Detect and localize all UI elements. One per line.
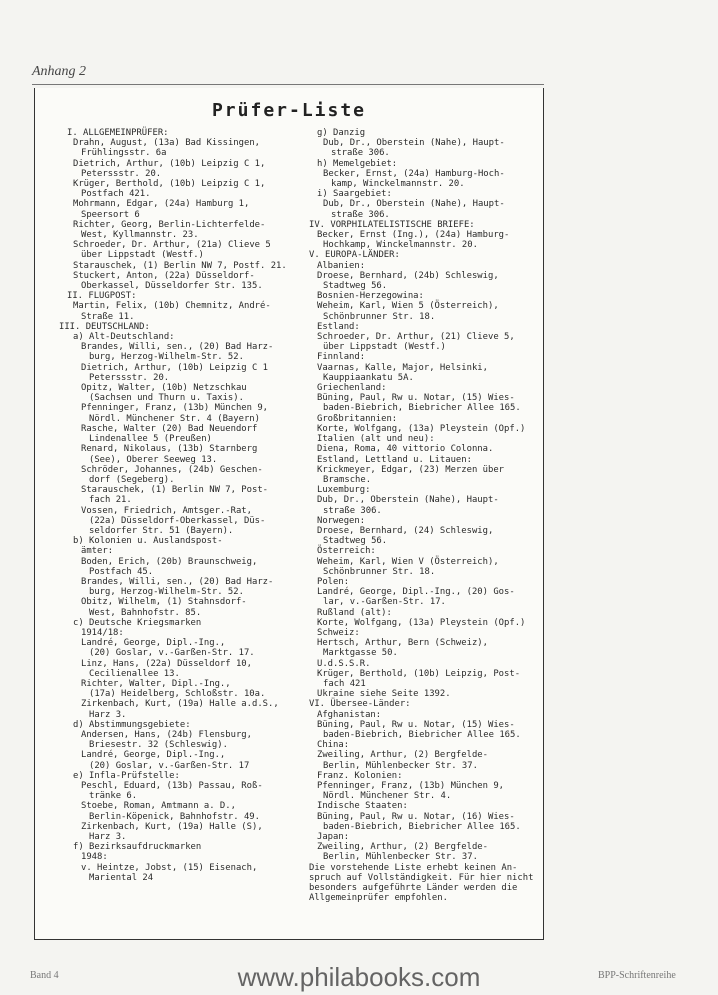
- list-line: lar, v.-Garßen-Str. 17.: [323, 597, 446, 608]
- list-line: Landré, George, Dipl.-Ing., (20) Gos-: [317, 587, 515, 598]
- list-line: Stadtweg 56.: [323, 536, 388, 547]
- list-line: Andersen, Hans, (24b) Flensburg,: [81, 729, 252, 740]
- list-line: I. ALLGEMEINPRÜFER:: [67, 128, 169, 138]
- list-line: Mariental 24: [89, 872, 154, 883]
- list-line: Österreich:: [317, 546, 376, 557]
- list-line: Oberkassel, Düsseldorfer Str. 135.: [81, 281, 263, 292]
- list-line: Harz 3.: [89, 832, 127, 843]
- list-line: West, Kyllmannstr. 23.: [81, 230, 199, 241]
- list-line: Ukraine siehe Seite 1392.: [317, 689, 451, 700]
- list-line: Stuckert, Anton, (22a) Düsseldorf-: [73, 270, 255, 281]
- list-line: Schroeder, Dr. Arthur, (21a) Clieve 5: [73, 240, 271, 251]
- list-line: Speersort 6: [81, 209, 140, 220]
- list-line: Landré, George, Dipl.-Ing.,: [81, 638, 226, 649]
- list-line: Dub, Dr., Oberstein (Nahe), Haupt-: [317, 495, 499, 506]
- list-line: Japan:: [317, 832, 350, 843]
- list-line: Italien (alt und neu):: [317, 434, 435, 445]
- list-line: Großbritannien:: [317, 413, 398, 424]
- list-line: Büning, Paul, Rw u. Notar, (15) Wies-: [317, 719, 515, 730]
- list-line: Korte, Wolfgang, (13a) Pleystein (Opf.): [317, 423, 526, 434]
- list-line: Starauschek, (1) Berlin NW 7, Postf. 21.: [73, 260, 287, 271]
- list-line: Luxemburg:: [317, 485, 371, 496]
- list-line: Krüger, Berthold, (10b) Leipzig, Post-: [317, 668, 521, 679]
- list-line: Linz, Hans, (22a) Düsseldorf 10,: [81, 658, 252, 669]
- list-line: Schröder, Johannes, (24b) Geschen-: [81, 464, 263, 475]
- header-rule: [32, 84, 544, 85]
- list-line: über Lippstadt (Westf.): [81, 250, 204, 261]
- list-line: Postfach 421.: [81, 189, 151, 200]
- list-line: Weheim, Karl, Wien V (Österreich),: [317, 556, 499, 567]
- list-line: Becker, Ernst, (24a) Hamburg-Hoch-: [323, 168, 505, 179]
- list-line: U.d.S.S.R.: [317, 658, 371, 669]
- list-line: c) Deutsche Kriegsmarken: [73, 617, 202, 628]
- list-line: IV. VORPHILATELISTISCHE BRIEFE:: [309, 219, 475, 230]
- list-line: Nördl. Münchener Str. 4 (Bayern): [89, 413, 260, 424]
- list-line: spruch auf Vollständigkeit. Für hier nicht: [309, 872, 534, 883]
- list-line: Berlin, Mühlenbecker Str. 37.: [323, 852, 478, 863]
- list-line: Stadtweg 56.: [323, 281, 388, 292]
- list-line: Dietrich, Arthur, (10b) Leipzig C 1,: [73, 158, 266, 169]
- list-line: Harz 3.: [89, 709, 127, 720]
- list-line: Renard, Nikolaus, (13b) Starnberg: [81, 444, 258, 455]
- list-line: Norwegen:: [317, 515, 366, 526]
- list-line: g) Danzig: [317, 128, 366, 138]
- list-line: Postfach 45.: [89, 566, 154, 577]
- list-line: v. Heintze, Jobst, (15) Eisenach,: [81, 862, 258, 873]
- list-line: 1948:: [81, 852, 108, 863]
- list-line: Mohrmann, Edgar, (24a) Hamburg 1,: [73, 199, 250, 210]
- list-line: Indische Staaten:: [317, 801, 408, 812]
- list-line: Krickmeyer, Edgar, (23) Merzen über: [317, 464, 505, 475]
- list-line: straße 306.: [331, 148, 390, 159]
- list-line: Landré, George, Dipl.-Ing.,: [81, 750, 226, 761]
- list-line: seldorfer Str. 51 (Bayern).: [89, 525, 234, 536]
- list-line: Pfenninger, Franz, (13b) München 9,: [81, 403, 269, 414]
- list-line: fach 421: [323, 678, 366, 689]
- list-line: Starauschek, (1) Berlin NW 7, Post-: [81, 485, 269, 496]
- list-line: Hochkamp, Winckelmannstr. 20.: [323, 240, 478, 251]
- list-line: III. DEUTSCHLAND:: [59, 321, 150, 332]
- list-line: Kauppiaankatu 5A.: [323, 372, 414, 383]
- list-line: f) Bezirksaufdruckmarken: [73, 842, 202, 853]
- list-line: Korte, Wolfgang, (13a) Pleystein (Opf.): [317, 617, 526, 628]
- list-line: Dietrich, Arthur, (10b) Leipzig C 1: [81, 362, 269, 373]
- list-line: Polen:: [317, 576, 350, 587]
- list-line: Berlin, Mühlenbecker Str. 37.: [323, 760, 478, 771]
- list-line: d) Abstimmungsgebiete:: [73, 719, 191, 730]
- list-line: Albanien:: [317, 260, 366, 271]
- list-line: Richter, Georg, Berlin-Lichterfelde-: [73, 219, 266, 230]
- list-line: Hertsch, Arthur, Bern (Schweiz),: [317, 638, 488, 649]
- list-line: Diena, Roma, 40 vittorio Colonna.: [317, 444, 494, 455]
- list-line: Lindenallee 5 (Preußen): [89, 434, 212, 445]
- list-line: Rußland (alt):: [317, 607, 392, 618]
- list-line: Rasche, Walter (20) Bad Neuendorf: [81, 423, 258, 434]
- list-line: Vossen, Friedrich, Amtsger.-Rat,: [81, 505, 252, 516]
- list-line: a) Alt-Deutschland:: [73, 332, 175, 343]
- list-line: Nördl. Münchener Str. 4.: [323, 791, 452, 802]
- list-line: Brandes, Willi, sen., (20) Bad Harz-: [81, 576, 274, 587]
- list-line: Büning, Paul, Rw u. Notar, (15) Wies-: [317, 393, 515, 404]
- list-line: Stoebe, Roman, Amtmann a. D.,: [81, 801, 236, 812]
- list-line: Droese, Bernhard, (24b) Schleswig,: [317, 270, 499, 281]
- list-line: Schönbrunner Str. 18.: [323, 311, 436, 322]
- list-line: Estland:: [317, 321, 360, 332]
- list-line: b) Kolonien u. Auslandspost-: [73, 536, 223, 547]
- list-line: Bramsche.: [323, 474, 372, 485]
- footer-series: BPP-Schriftenreihe: [598, 970, 676, 981]
- list-line: Vaarnas, Kalle, Major, Helsinki,: [317, 362, 488, 373]
- list-line: fach 21.: [89, 495, 132, 506]
- list-line: burg, Herzog-Wilhelm-Str. 52.: [89, 587, 244, 598]
- list-line: Weheim, Karl, Wien 5 (Österreich),: [317, 301, 499, 312]
- list-line: Griechenland:: [317, 383, 387, 394]
- list-frame: [34, 88, 544, 940]
- list-line: dorf (Segeberg).: [89, 474, 175, 485]
- list-line: Zirkenbach, Kurt, (19a) Halle a.d.S.,: [81, 699, 279, 710]
- list-line: China:: [317, 740, 350, 751]
- list-line: Opitz, Walter, (10b) Netzschkau: [81, 383, 247, 394]
- list-line: Becker, Ernst (Ing.), (24a) Hamburg-: [317, 230, 510, 241]
- list-line: Finnland:: [317, 352, 366, 363]
- list-line: Büning, Paul, Rw u. Notar, (16) Wies-: [317, 811, 515, 822]
- list-line: Martin, Felix, (10b) Chemnitz, André-: [73, 301, 271, 312]
- list-line: West, Bahnhofstr. 85.: [89, 607, 202, 618]
- list-line: Boden, Erich, (20b) Braunschweig,: [81, 556, 258, 567]
- list-line: Straße 11.: [81, 311, 135, 322]
- list-line: Brandes, Willi, sen., (20) Bad Harz-: [81, 342, 274, 353]
- list-line: Marktgasse 50.: [323, 648, 398, 659]
- list-line: Pfenninger, Franz, (13b) München 9,: [317, 781, 505, 791]
- list-line: (Sachsen und Thurn u. Taxis).: [89, 393, 244, 404]
- list-line: baden-Biebrich, Biebricher Allee 165.: [323, 729, 521, 740]
- list-line: Die vorstehende Liste erhebt keinen An-: [309, 862, 518, 873]
- list-line: tränke 6.: [89, 791, 138, 802]
- list-line: Allgemeinprüfer empfohlen.: [309, 893, 448, 904]
- list-line: Drahn, August, (13a) Bad Kissingen,: [73, 138, 261, 149]
- list-line: Briesestr. 32 (Schleswig).: [89, 740, 228, 751]
- footer-band: Band 4: [30, 970, 59, 981]
- left-column: [59, 128, 309, 883]
- list-line: baden-Biebrich, Biebricher Allee 165.: [323, 821, 521, 832]
- list-line: VI. Übersee-Länder:: [309, 699, 411, 710]
- list-line: Schroeder, Dr. Arthur, (21) Clieve 5,: [317, 332, 515, 343]
- list-line: Dub, Dr., Oberstein (Nahe), Haupt-: [323, 199, 505, 210]
- list-line: e) Infla-Prüfstelle:: [73, 770, 180, 781]
- list-line: baden-Biebrich, Biebricher Allee 165.: [323, 403, 521, 414]
- list-line: Franz. Kolonien:: [317, 770, 403, 781]
- list-line: Schönbrunner Str. 18.: [323, 566, 436, 577]
- list-line: Afghanistan:: [317, 709, 382, 720]
- list-line: Estland, Lettland u. Litauen:: [317, 454, 472, 465]
- list-line: Berlin-Köpenick, Bahnhofstr. 49.: [89, 811, 260, 822]
- list-line: burg, Herzog-Wilhelm-Str. 52.: [89, 352, 244, 363]
- list-line: 1914/18:: [81, 627, 124, 638]
- list-line: Richter, Walter, Dipl.-Ing.,: [81, 678, 231, 689]
- list-line: Peterssstr. 20.: [89, 372, 170, 383]
- list-line: II. FLUGPOST:: [67, 291, 137, 302]
- page-title: Prüfer-Liste: [211, 100, 367, 121]
- list-line: Schweiz:: [317, 627, 360, 638]
- list-line: über Lippstadt (Westf.): [323, 342, 446, 353]
- list-line: h) Memelgebiet:: [317, 158, 398, 169]
- list-line: ämter:: [81, 546, 114, 557]
- list-line: Zirkenbach, Kurt, (19a) Halle (S),: [81, 821, 263, 832]
- list-line: straße 306.: [331, 209, 390, 220]
- list-line: straße 306.: [323, 505, 382, 516]
- list-line: (22a) Düsseldorf-Oberkassel, Düs-: [89, 515, 266, 526]
- list-line: (20) Goslar, v.-Garßen-Str. 17.: [89, 648, 255, 659]
- list-line: Obitz, Wilhelm, (1) Stahnsdorf-: [81, 597, 247, 608]
- right-column: [309, 128, 534, 904]
- list-line: Peterssstr. 20.: [81, 168, 162, 179]
- list-line: V. EUROPA-LÄNDER:: [309, 250, 400, 261]
- list-line: besonders aufgeführte Länder werden die: [309, 883, 518, 894]
- list-line: Droese, Bernhard, (24) Schleswig,: [317, 525, 494, 536]
- list-line: Zweiling, Arthur, (2) Bergfelde-: [317, 842, 488, 853]
- list-line: kamp, Winckelmannstr. 20.: [331, 179, 465, 190]
- list-line: Peschl, Eduard, (13b) Passau, Roß-: [81, 781, 263, 791]
- list-line: (20) Goslar, v.-Garßen-Str. 17: [89, 760, 250, 771]
- list-line: Bosnien-Herzegowina:: [317, 291, 424, 302]
- list-line: Zweiling, Arthur, (2) Bergfelde-: [317, 750, 488, 761]
- list-line: Dub, Dr., Oberstein (Nahe), Haupt-: [323, 138, 505, 149]
- footer-watermark[interactable]: www.philabooks.com: [237, 962, 481, 992]
- list-line: (See), Oberer Seeweg 13.: [89, 454, 218, 465]
- list-line: Frühlingsstr. 6a: [81, 148, 167, 159]
- list-line: Cecilienallee 13.: [89, 668, 180, 679]
- list-line: i) Saargebiet:: [317, 189, 392, 200]
- list-line: (17a) Heidelberg, Schloßstr. 10a.: [89, 689, 266, 700]
- header-title: Anhang 2: [32, 64, 87, 79]
- list-line: Krüger, Berthold, (10b) Leipzig C 1,: [73, 179, 266, 190]
